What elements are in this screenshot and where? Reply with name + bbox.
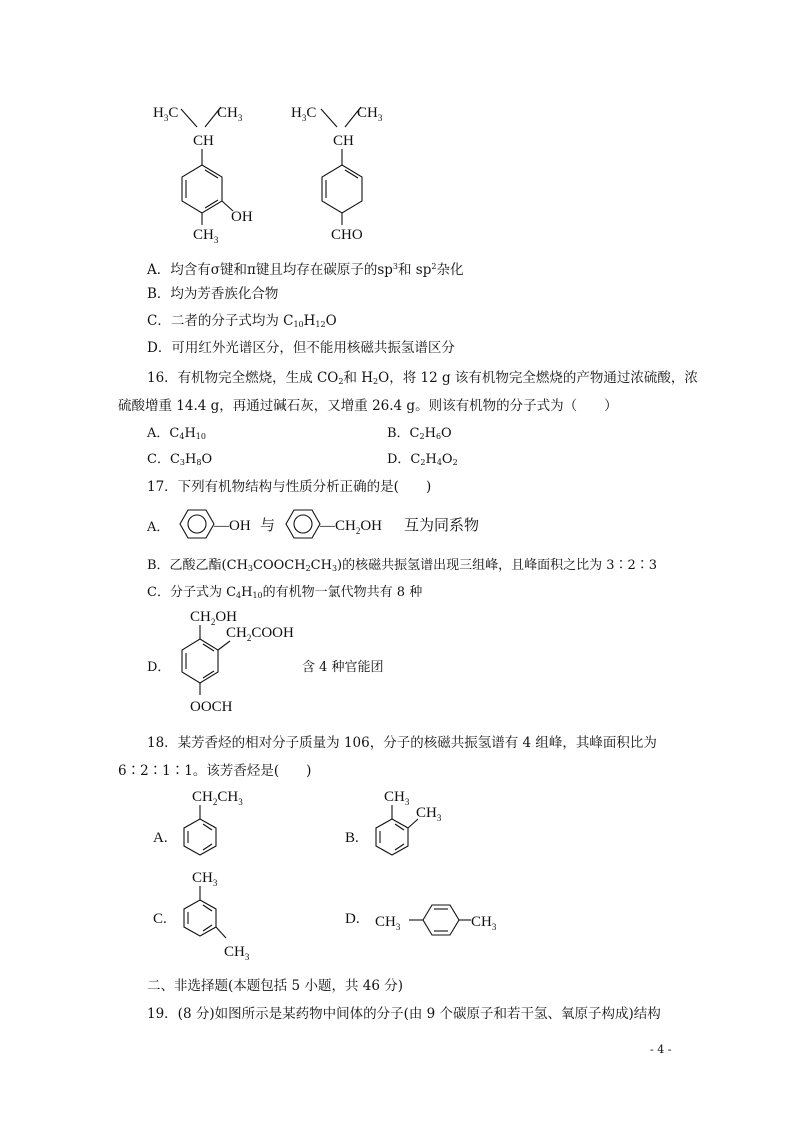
q17-option-c: C．分子式为 $C_4H_{10}$的有机物一氯代物共有 8 种 (147, 585, 423, 600)
oocch-label: OOCH (190, 699, 233, 715)
q17-option-a-label: A． (147, 520, 170, 535)
h3c-label: $H_3C$ (153, 105, 179, 123)
thymol-structure (145, 95, 275, 250)
ch3-side-label: $CH_3$ (416, 805, 442, 823)
ch2cooh-label: $CH_2COOH$ (226, 625, 294, 643)
q15-option-c: C．二者的分子式均为 $C_{10}H_{12}O$ (147, 313, 337, 329)
q17-stem: 17．下列有机物结构与性质分析正确的是( ) (147, 479, 432, 495)
section-2-heading: 二、非选择题(本题包括 5 小题，共 46 分) (147, 978, 403, 994)
aldehyde-structure (285, 95, 415, 250)
ch3-bottom-label: $CH_3$ (193, 227, 219, 245)
q17-option-d-text: 含 4 种官能团 (302, 660, 384, 675)
h3c-label: $H_3C$ (291, 105, 317, 123)
q18-option-a-label: A. (153, 830, 168, 846)
q15-option-a: A．均含有σ键和π键且均存在碳原子的$sp^3$和 $sp^2$杂化 (147, 262, 464, 278)
ethylbenzene-structure (178, 785, 288, 865)
ch3-left-label: $CH_3$ (375, 914, 401, 932)
ch2oh-label: $CH_2OH$ (190, 609, 238, 627)
ch-label: CH (193, 133, 214, 149)
oh-label: OH (231, 209, 253, 225)
ch2ch3-label: $CH_2CH_3$ (192, 789, 243, 807)
q16-option-c: C．$C_3H_8O$ (147, 452, 213, 467)
q18-option-c-label: C. (153, 911, 167, 927)
ch3-label: $CH_3$ (357, 105, 383, 123)
homolog-label: 互为同系物 (404, 516, 480, 534)
q18-stem-line2: 6∶2∶1∶1。该芳香烃是( ) (118, 763, 312, 779)
q17-option-d-label: D． (147, 660, 171, 675)
q18-option-b-label: B. (345, 830, 359, 846)
ch3-bottom-label: $CH_3$ (224, 944, 250, 962)
m-xylene-structure (178, 866, 288, 966)
q16-stem-line1: 16．有机物完全燃烧，生成 $CO_2$和 $H_2O$，将 12 g 该有机物完全燃烧的产物通过浓硫酸，浓 (147, 370, 698, 386)
phenol-oh-label: —OH (214, 518, 251, 534)
q18-option-d-label: D. (345, 911, 360, 927)
ch3-right-label: $CH_3$ (471, 914, 497, 932)
ch-label: CH (333, 133, 354, 149)
cho-label: CHO (331, 227, 363, 243)
q17-option-a-structures (168, 503, 508, 543)
page-number: - 4 - (650, 1043, 672, 1056)
q16-stem-line2: 硫酸增重 14.4 g，再通过碱石灰，又增重 26.4 g。则该有机物的分子式为（ ） (118, 398, 618, 414)
o-xylene-structure (370, 785, 480, 865)
q16-option-a: A．$C_4H_{10}$ (147, 426, 206, 441)
ch3-top-label: $CH_3$ (384, 789, 410, 807)
q15-option-d: D．可用红外光谱区分，但不能用核磁共振氢谱区分 (147, 340, 455, 356)
ch3-top-label: $CH_3$ (192, 870, 218, 888)
q15-option-b: B．均为芳香族化合物 (147, 286, 279, 302)
q16-option-b: B．$C_2H_6O$ (387, 426, 452, 441)
p-xylene-structure (375, 900, 525, 940)
benzyl-alcohol-label: $—CH_2OH$ (320, 518, 383, 536)
q19-stem: 19．(8 分)如图所示是某药物中间体的分子(由 9 个碳原子和若干氢、氧原子构成)结构 (147, 1006, 661, 1022)
with-label: 与 (260, 516, 276, 534)
q16-option-d: D．$C_2H_4O_2$ (387, 452, 458, 467)
q17-option-b: B．乙酸乙酯$(CH_3COOCH_2CH_3)$的核磁共振氢谱出现三组峰，且峰面积之比为 3∶2∶3 (147, 558, 658, 573)
q18-stem-line1: 18．某芳香烃的相对分子质量为 106，分子的核磁共振氢谱有 4 组峰，其峰面积比为 (147, 735, 657, 751)
ch3-label: $CH_3$ (217, 105, 243, 123)
